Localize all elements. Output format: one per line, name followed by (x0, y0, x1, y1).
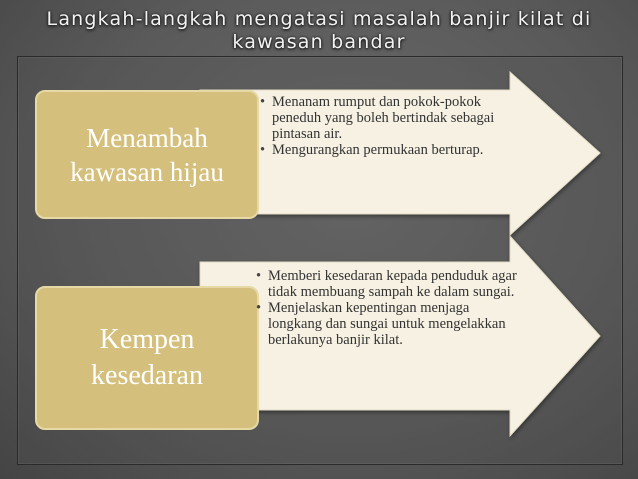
bullet-item: • Menanam rumput dan pokok-pokok peneduh yang boleh bertindak sebagai pintasan air. (260, 94, 510, 142)
label-line: Kempen (99, 324, 195, 355)
label-box-kempen-kesedaran (35, 286, 259, 430)
label-line: kawasan hijau (70, 156, 224, 187)
bullet-list-2 (256, 268, 521, 348)
label-line: kesedaran (91, 360, 203, 391)
bullet-item: • Mengurangkan permukaan berturap. (260, 142, 510, 158)
title-line-1: Langkah-langkah mengatasi masalah banjir kilat di (46, 8, 592, 30)
bullet-item: • Memberi kesedaran kepada penduduk agar tidak membuang sampah ke dalam sungai. (256, 268, 521, 300)
label-box-menambah-kawasan-hijau (35, 90, 259, 219)
bullet-list-1 (260, 94, 510, 158)
title-line-2: kawasan bandar (232, 31, 406, 53)
bullet-item: • Menjelaskan kepentingan menjaga longkang dan sungai untuk mengelakkan berlakunya banjir kilat. (256, 300, 521, 348)
label-line: Menambah (86, 122, 208, 153)
